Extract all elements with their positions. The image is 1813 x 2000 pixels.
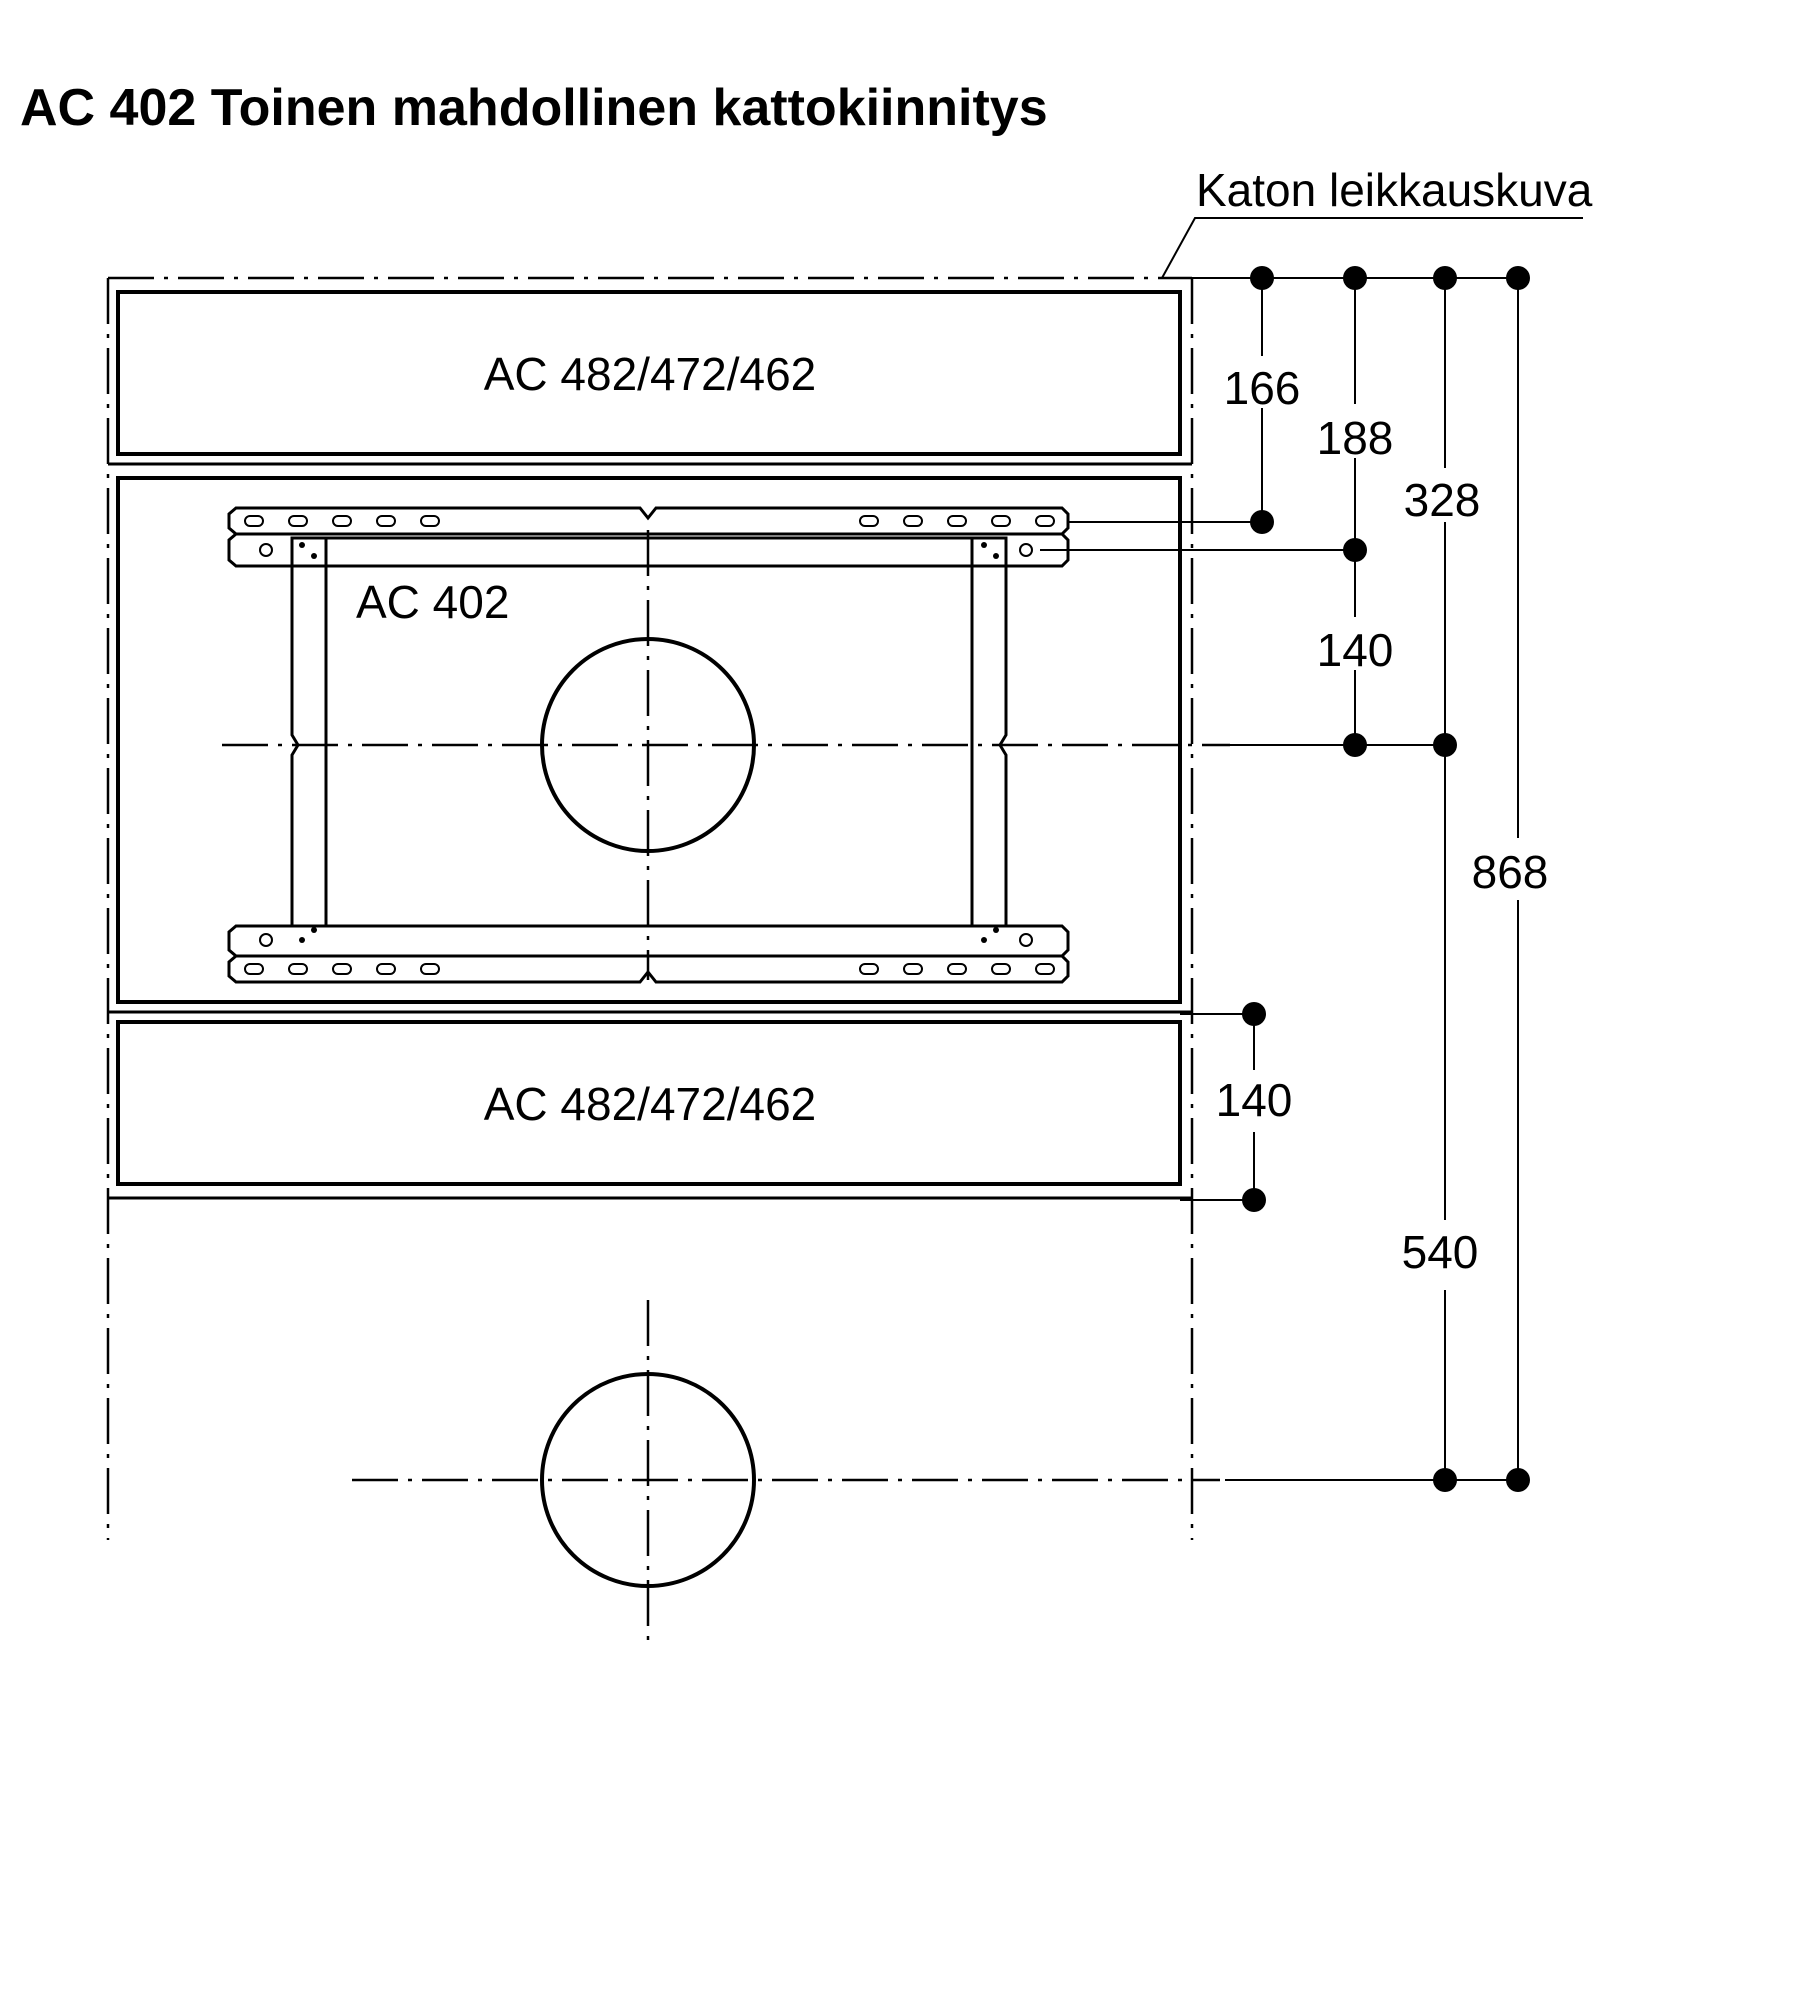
dimension-extension-lines	[1040, 278, 1518, 1480]
dimension-868	[1472, 266, 1549, 1492]
dimension-188-value: 188	[1316, 412, 1394, 464]
top-panel-label: AC 482/472/462	[483, 348, 817, 400]
dimension-540-value: 540	[1401, 1226, 1479, 1278]
lower-duct-opening	[352, 1300, 1220, 1640]
dimension-868-value: 868	[1471, 846, 1549, 898]
dimension-540	[1402, 745, 1479, 1492]
dimension-140-upper	[1317, 550, 1394, 757]
ceiling-cut-outline	[108, 278, 1192, 1540]
ac402-label: AC 402	[356, 576, 510, 628]
dimension-188	[1317, 266, 1394, 562]
dimension-166-value: 166	[1223, 362, 1301, 414]
bottom-panel	[108, 1012, 1192, 1198]
dimension-166	[1224, 266, 1301, 534]
dimension-140-upper-value: 140	[1316, 624, 1394, 676]
bottom-panel-label: AC 482/472/462	[483, 1078, 817, 1130]
section-view-label: Katon leikkauskuva	[1196, 164, 1593, 216]
dimension-328	[1404, 266, 1481, 757]
dimension-140-lower-value: 140	[1215, 1074, 1293, 1126]
dimension-328-value: 328	[1403, 474, 1481, 526]
top-panel	[108, 292, 1192, 464]
dimension-140-lower	[1216, 1002, 1293, 1212]
page-title: AC 402 Toinen mahdollinen kattokiinnitys	[20, 79, 1048, 137]
